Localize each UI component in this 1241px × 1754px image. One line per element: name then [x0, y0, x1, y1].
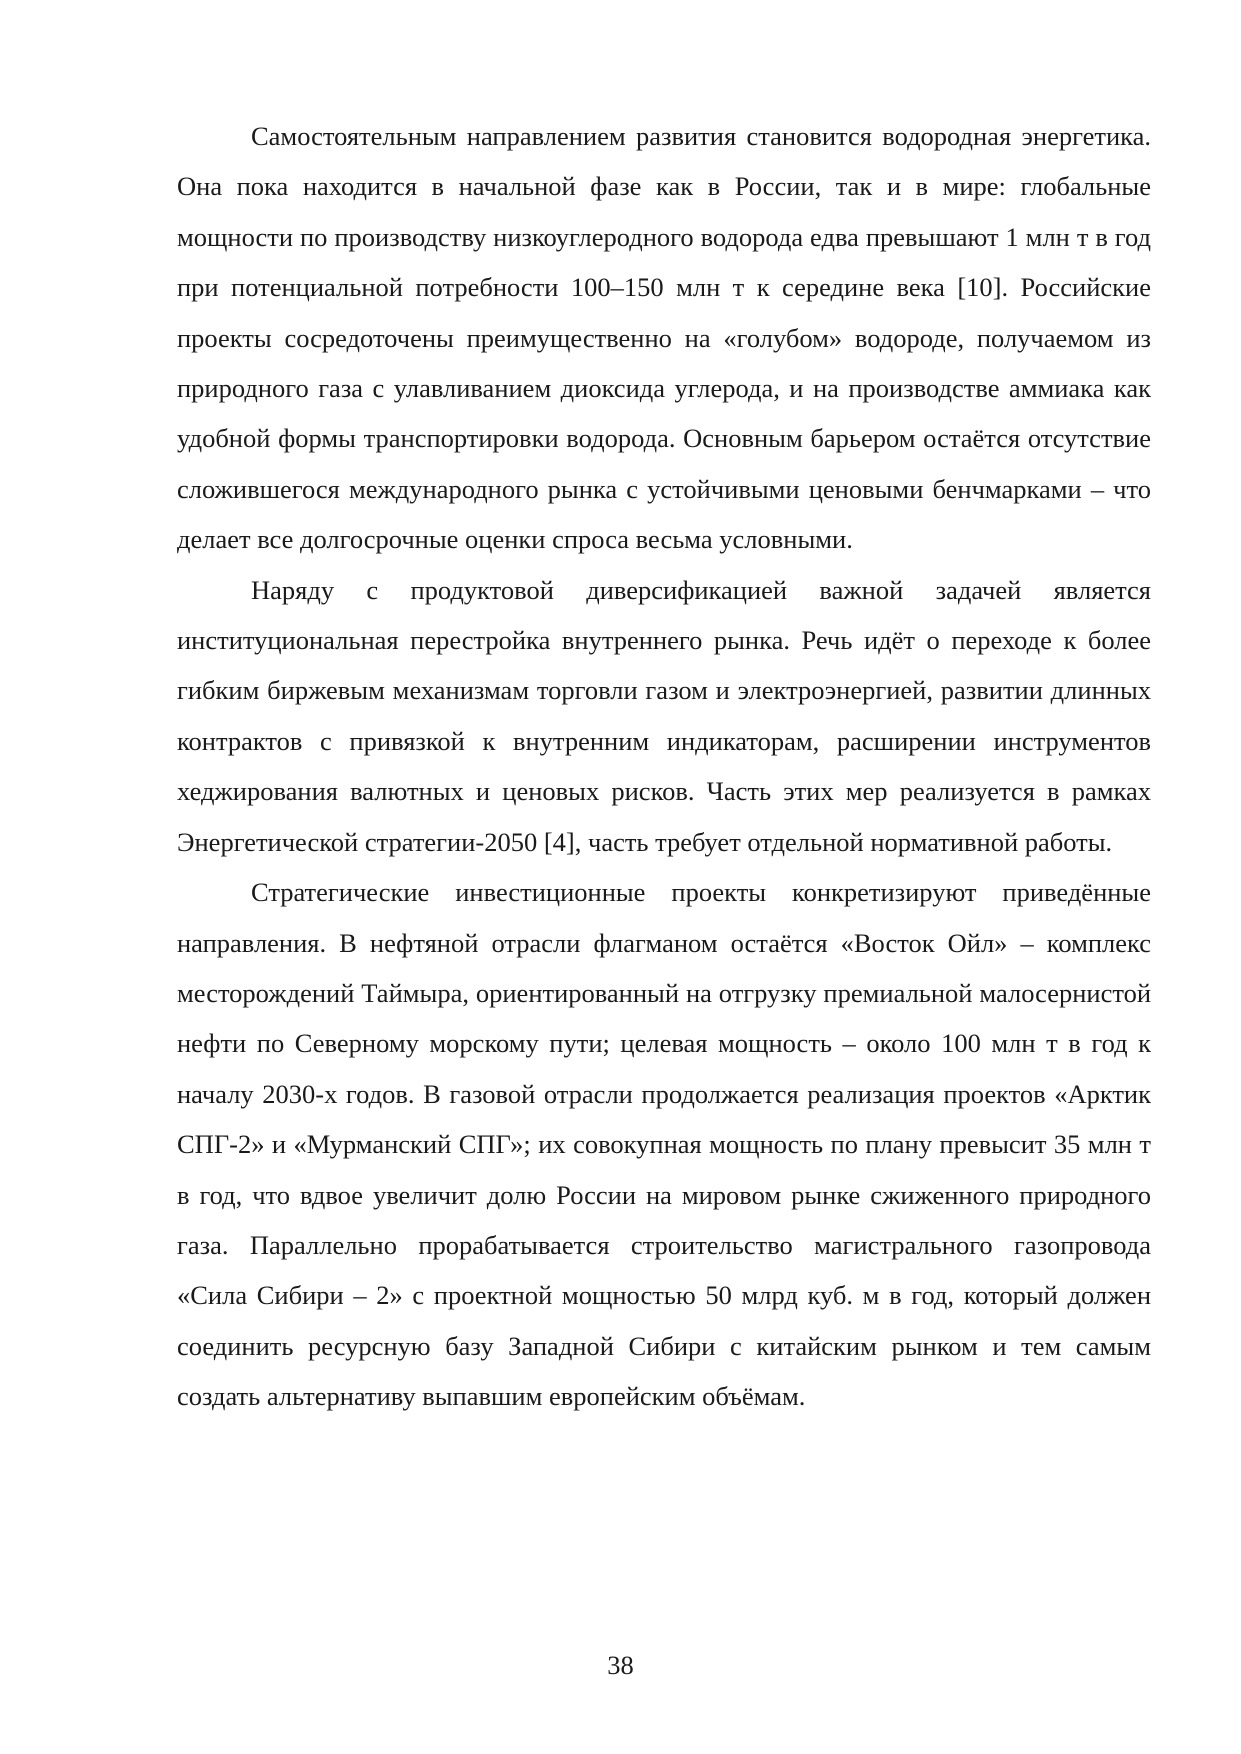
paragraph-strategic-projects: Стратегические инвестиционные проекты конкретизируют приведённые направления. В нефтяной отрасли флагманом остаётся «Восток Ойл» – комплекс месторождений Таймыра, ориентированный на отгрузку премиальной малосернистой нефти по Северному морскому пути; целевая мощность – около 100 млн т в год к началу 2030-х годов. В газовой отрасли продолжается реализация проектов «Арктик СПГ-2» и «Мурманский СПГ»; их совокупная мощность по плану превысит 35 млн т в год, что вдвое увеличит долю России на мировом рынке сжиженного природного газа. Параллельно прорабатывается строительство магистрального газопровода «Сила Сибири – 2» с проектной мощностью 50 млрд куб. м в год, который должен соединить ресурсную базу Западной Сибири с китайским рынком и тем самым создать альтернативу выпавшим европейским объёмам.: [177, 877, 1151, 1412]
paragraph-market-restructuring: Наряду с продуктовой диверсификацией важной задачей является институциональная перестройка внутреннего рынка. Речь идёт о переходе к более гибким биржевым механизмам торговли газом и электроэнергией, развитии длинных контрактов с привязкой к внутренним индикаторам, расширении инструментов хеджирования валютных и ценовых рисков. Часть этих мер реализуется в рамках Энергетической стратегии-2050 [4], часть требует отдельной нормативной работы.: [177, 574, 1151, 857]
page-number: 38: [607, 1650, 634, 1680]
body-text: [177, 111, 1151, 1422]
paragraph-hydrogen-energy: Самостоятельным направлением развития становится водородная энергетика. Она пока находится в начальной фазе как в России, так и в мире: глобальные мощности по производству низкоуглеродного водорода едва превышают 1 млн т в год при потенциальной потребности 100–150 млн т к середине века [10]. Российские проекты сосредоточены преимущественно на «голубом» водороде, получаемом из природного газа с улавливанием диоксида углерода, и на производстве аммиака как удобной формы транспортировки водорода. Основным барьером остаётся отсутствие сложившегося международного рынка с устойчивыми ценовыми бенчмарками – что делает все долгосрочные оценки спроса весьма условными.: [177, 121, 1151, 555]
